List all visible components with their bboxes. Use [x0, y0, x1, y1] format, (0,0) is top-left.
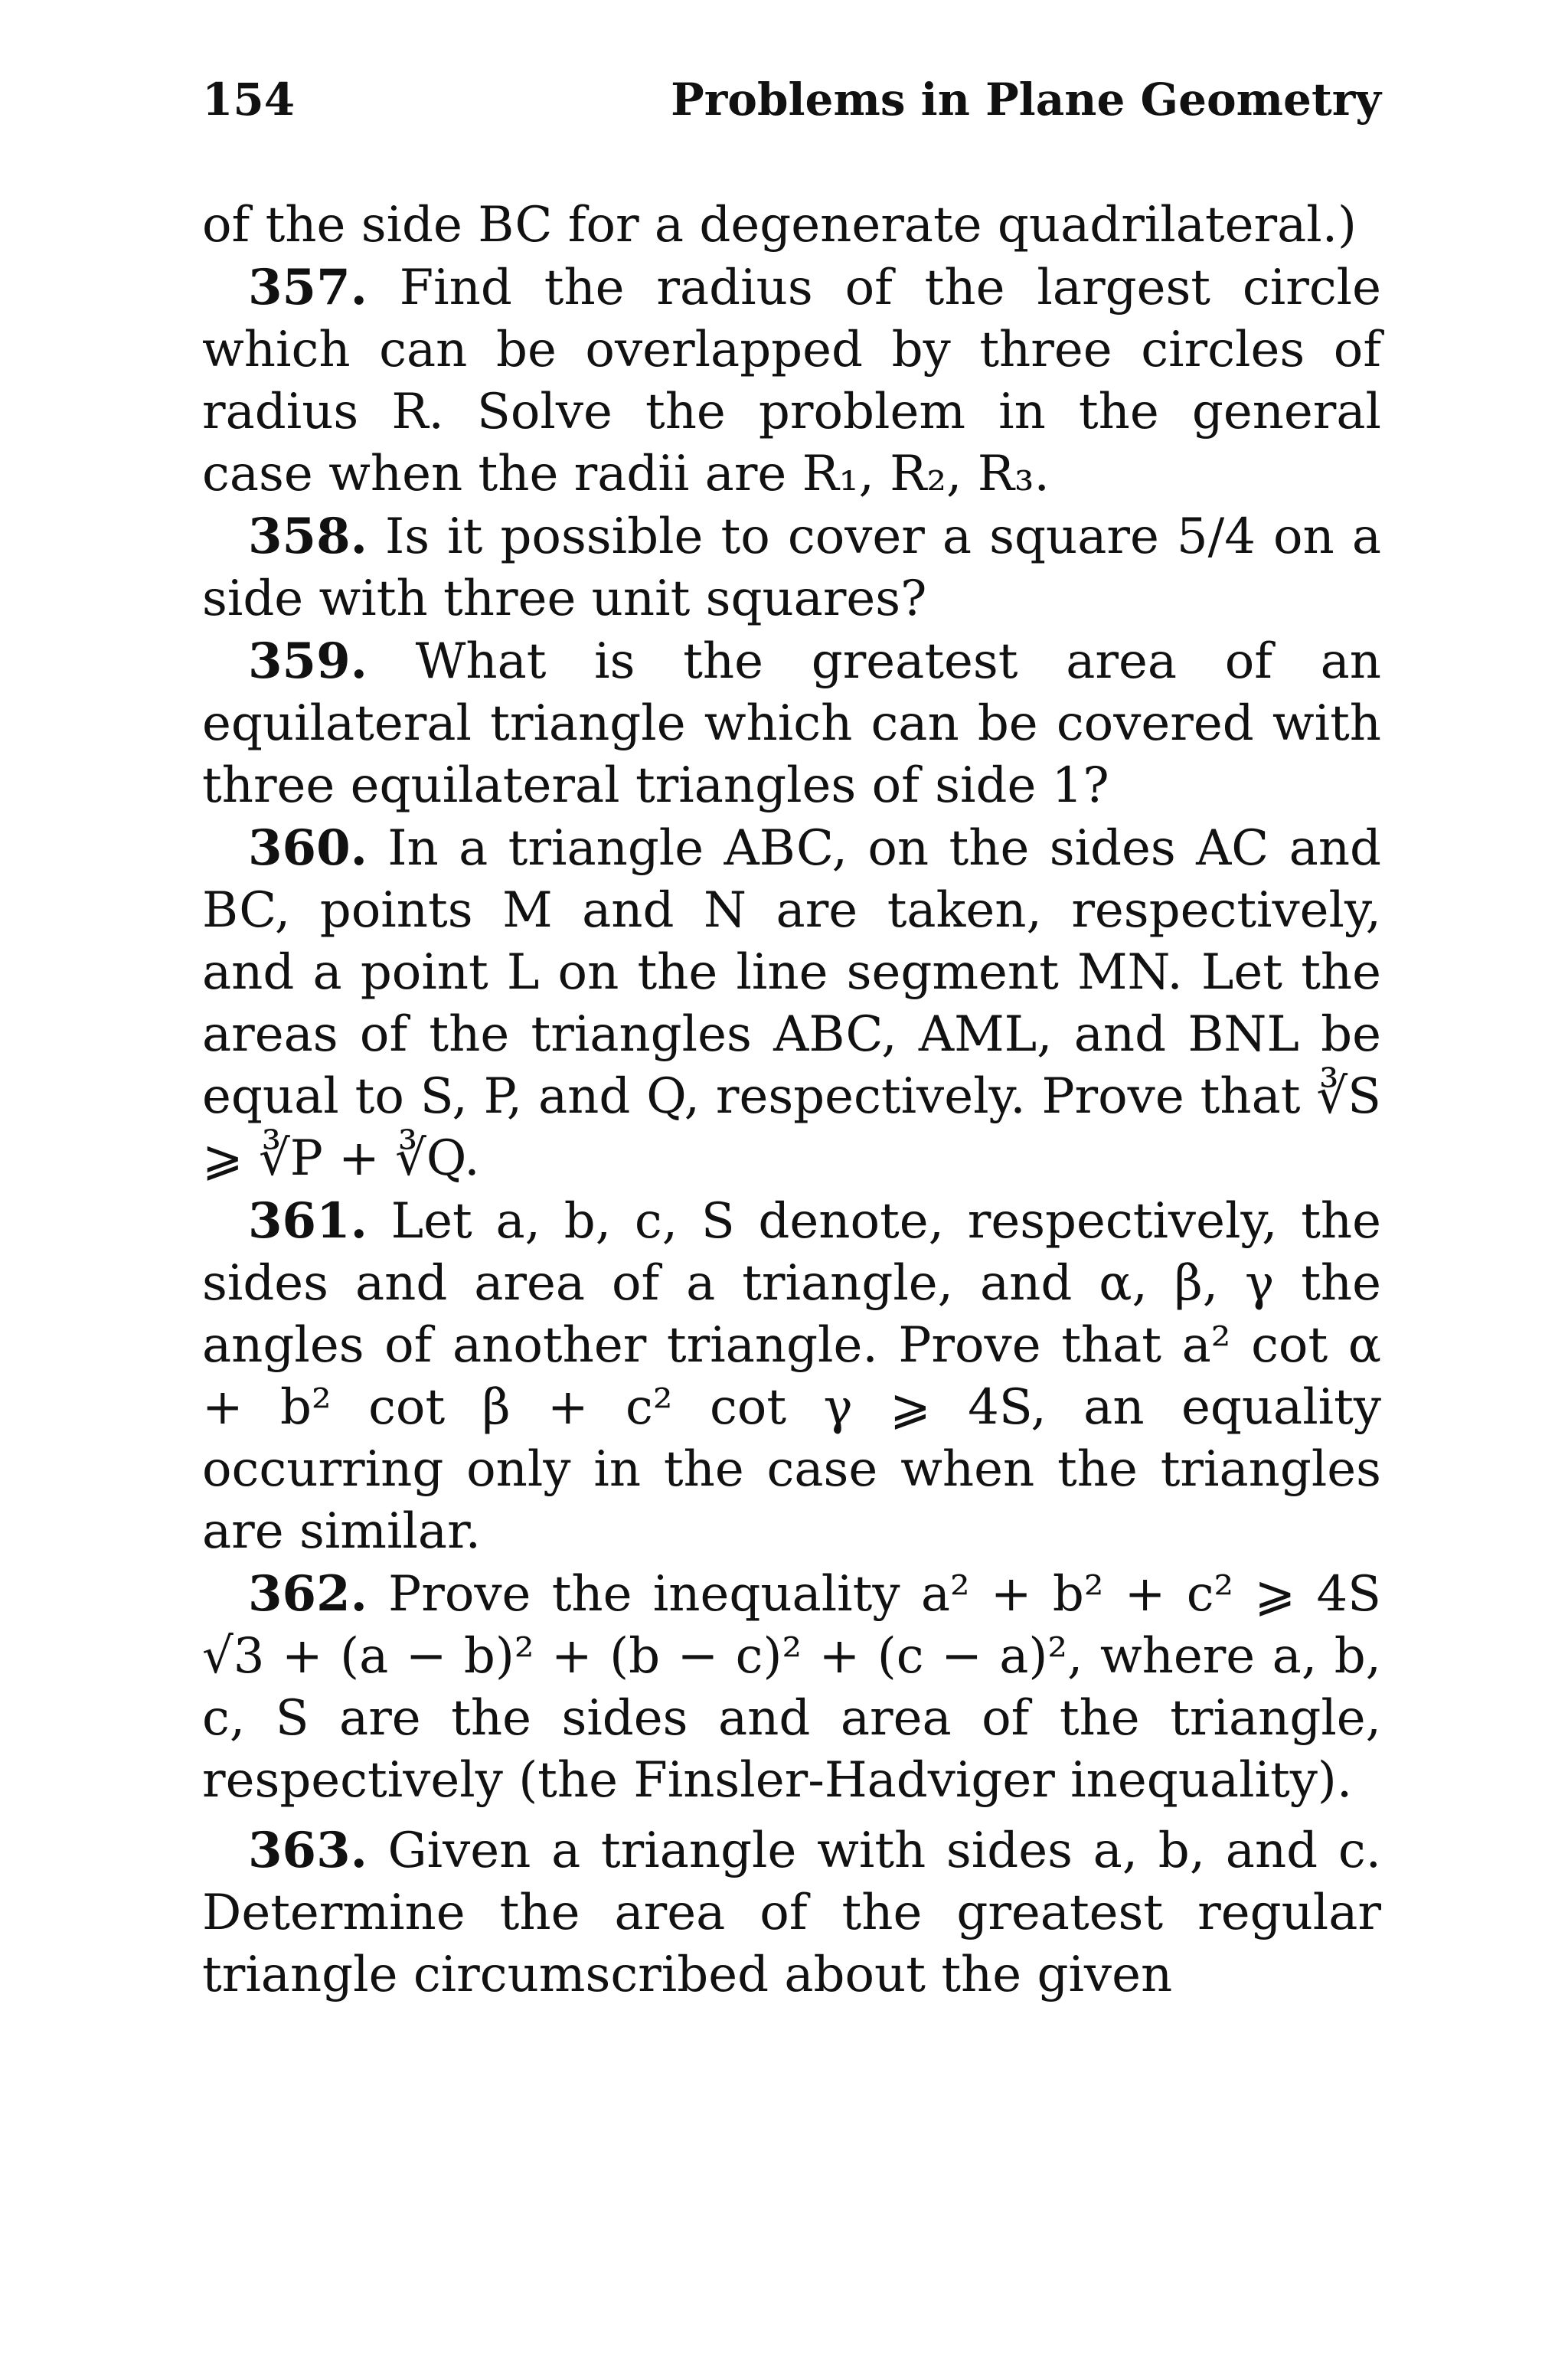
problem-text: Let a, b, c, S denote, respectively, the sides and area of a triangle, and α, β, γ the angles of another triangle. Prove that a² cot α + b² cot β + c² cot γ ⩾ 4S, an equality occurring only in the case when the triangles are similar.	[202, 1193, 1381, 1560]
running-title: Problems in Plane Geometry	[671, 74, 1381, 126]
problem-number: 360.	[248, 819, 368, 877]
problem-363	[202, 1819, 1381, 2006]
book-page	[202, 0, 1381, 2380]
problem-number: 357.	[248, 259, 368, 316]
problem-359	[202, 630, 1381, 817]
problem-361	[202, 1190, 1381, 1563]
problem-text: Prove the inequality a² + b² + c² ⩾ 4S √3 + (a − b)² + (b − c)² + (c − a)², where a, b, c, S are the sides and area of the triangle, respectively (the Finsler-Hadviger inequality).	[202, 1566, 1381, 1809]
page-header	[202, 74, 1381, 135]
problem-358	[202, 505, 1381, 630]
paragraph-continuation	[202, 195, 1381, 257]
problem-number: 361.	[248, 1192, 368, 1250]
problem-number: 363.	[248, 1822, 368, 1879]
paragraph-text: of the side BC for a degenerate quadrilateral.)	[202, 197, 1357, 253]
problem-357	[202, 257, 1381, 505]
problem-text: Given a triangle with sides a, b, and c. Determine the area of the greatest regular triangle circumscribed about the given	[202, 1823, 1381, 2003]
problem-text: What is the greatest area of an equilateral triangle which can be covered with three equilateral triangles of side 1?	[202, 633, 1381, 814]
problem-362	[202, 1563, 1381, 1812]
problem-number: 359.	[248, 633, 368, 690]
problem-text: Find the radius of the largest circle which can be overlapped by three circles of radius R. Solve the problem in the general case when the radii are R₁, R₂, R₃.	[202, 260, 1381, 502]
problem-360	[202, 817, 1381, 1190]
problem-text: In a triangle ABC, on the sides AC and BC, points M and N are taken, respectively, and a point L on the line segment MN. Let the areas of the triangles ABC, AML, and BNL be equal to S, P, and Q, respectively. Prove that ∛S ⩾ ∛P + ∛Q.	[202, 820, 1381, 1187]
problem-text: Is it possible to cover a square 5/4 on a side with three unit squares?	[202, 508, 1381, 627]
problem-number: 362.	[248, 1565, 368, 1623]
problem-number: 358.	[248, 508, 368, 565]
page-number: 154	[202, 74, 296, 126]
body-text	[202, 195, 1381, 2006]
